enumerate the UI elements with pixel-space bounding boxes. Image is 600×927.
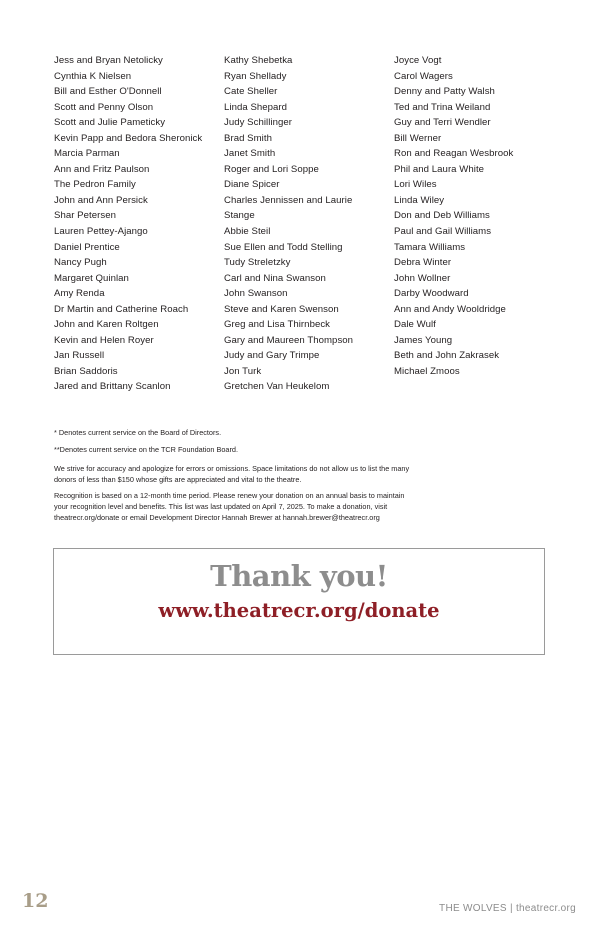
donor-column-1 [54,53,202,395]
donor-name: Carl and Nina Swanson [224,272,326,284]
accuracy-note [54,464,524,485]
donor-name: Margaret Quinlan [54,272,129,284]
donor-name: Jan Russell [54,350,105,362]
donor-names-list-3 [394,53,513,379]
footer-separator: | [509,903,513,914]
donor-name: Don and Deb Williams [394,210,490,222]
donor-name: James Young [394,334,453,346]
donor-name: Brian Saddoris [54,365,118,377]
donor-name: Judy Schillinger [224,117,292,129]
donor-name: John and Karen Roltgen [54,319,159,331]
donor-name: Phil and Laura White [394,163,485,175]
donor-name: Janet Smith [224,148,276,160]
donor-name: Stange [224,210,255,222]
donor-name: Jess and Bryan Netolicky [54,55,163,66]
donor-name: Jon Turk [224,365,262,377]
donor-name: Paul and Gail Williams [394,226,492,238]
donor-column-2 [224,53,353,395]
donor-column-3 [394,53,513,379]
donor-name: The Pedron Family [54,179,136,191]
donor-name: Sue Ellen and Todd Stelling [224,241,343,253]
donor-name: Greg and Lisa Thirnbeck [224,319,331,331]
donor-name: Kevin Papp and Bedora Sheronick [54,132,203,144]
page-footer [439,903,576,914]
donor-name: Ryan Shellady [224,70,287,82]
donor-name: Judy and Gary Trimpe [224,350,320,362]
donor-name: Gary and Maureen Thompson [224,334,354,346]
donor-name: Joyce Vogt [394,55,442,66]
show-title: THE WOLVES [439,903,507,914]
donor-names-list-1 [54,53,202,395]
donor-name: John Wollner [394,272,451,284]
donor-name: Beth and John Zakrasek [394,350,500,362]
donor-name: Jared and Brittany Scanlon [54,381,171,393]
accuracy-note-line: donors of less than $150 whose gifts are appreciated and vital to the theatre. [54,474,302,484]
donor-name: Shar Petersen [54,210,116,222]
donor-name: Roger and Lori Soppe [224,163,319,175]
donor-name: Darby Woodward [394,288,469,300]
donor-name: Abbie Steil [224,226,271,238]
donor-name: Steve and Karen Swenson [224,303,339,315]
donor-name: Cate Sheller [224,86,278,98]
recognition-note-line: theatrecr.org/donate or email Development Director Hannah Brewer at hannah.brewer@theatrecr.org [54,512,380,522]
page-number: 12 [22,890,49,912]
recognition-note-line: Recognition is based on a 12-month time period. Please renew your donation on an annual basis to maintain [54,491,405,501]
donor-name: John Swanson [224,288,288,300]
donor-name: Ann and Fritz Paulson [54,163,150,175]
donor-name: Kathy Shebetka [224,55,293,66]
donor-name: Gretchen Van Heukelom [224,381,330,393]
donor-name: Dr Martin and Catherine Roach [54,303,189,315]
donor-name: Bill and Esther O'Donnell [54,86,162,98]
recognition-note [54,491,524,523]
foundation-note: **Denotes current service on the TCR Foundation Board. [54,444,239,454]
donate-url-link[interactable]: www.theatrecr.org/donate [158,599,440,622]
donor-name: John and Ann Persick [54,194,148,206]
donor-name: Guy and Terri Wendler [394,117,491,129]
donor-name: Brad Smith [224,132,272,144]
donor-name: Scott and Penny Olson [54,101,154,113]
donor-name: Daniel Prentice [54,241,120,253]
donor-name: Michael Zmoos [394,365,460,377]
board-note: * Denotes current service on the Board of Directors. [54,428,222,437]
donor-name: Debra Winter [394,257,452,269]
recognition-note-line: your recognition level and benefits. This list was last updated on April 7, 2025. To make a donation, visit [54,501,388,511]
donor-name: Ted and Trina Weiland [394,101,491,113]
donor-name: Diane Spicer [224,179,280,191]
donor-name: Denny and Patty Walsh [394,86,495,98]
donor-name: Ron and Reagan Wesbrook [394,148,514,160]
donor-name: Linda Wiley [394,194,445,206]
thank-you-heading: Thank you! [210,559,388,593]
accuracy-note-line: We strive for accuracy and apologize for errors or omissions. Space limitations do not allow us to list the many [54,464,410,474]
donor-name: Tudy Streletzky [224,257,291,269]
footer-site: theatrecr.org [515,903,576,914]
donor-name: Cynthia K Nielsen [54,70,132,82]
thank-you-box [53,548,545,655]
donor-notes [54,428,524,523]
donor-name: Charles Jennissen and Laurie [224,194,353,206]
donor-names-list-2 [224,53,353,395]
donor-name: Lori Wiles [394,179,437,191]
donor-name: Scott and Julie Pameticky [54,117,166,129]
donor-name: Carol Wagers [394,70,453,82]
donor-name: Lauren Pettey-Ajango [54,226,148,238]
donor-name: Nancy Pugh [54,257,107,269]
donor-name: Bill Werner [394,132,442,144]
donor-name: Marcia Parman [54,148,120,160]
donor-name: Dale Wulf [394,319,436,331]
donor-name: Linda Shepard [224,101,288,113]
donor-name: Amy Renda [54,288,105,300]
donor-name: Ann and Andy Wooldridge [394,303,506,315]
donor-name: Tamara Williams [394,241,466,253]
donor-name: Kevin and Helen Royer [54,334,154,346]
